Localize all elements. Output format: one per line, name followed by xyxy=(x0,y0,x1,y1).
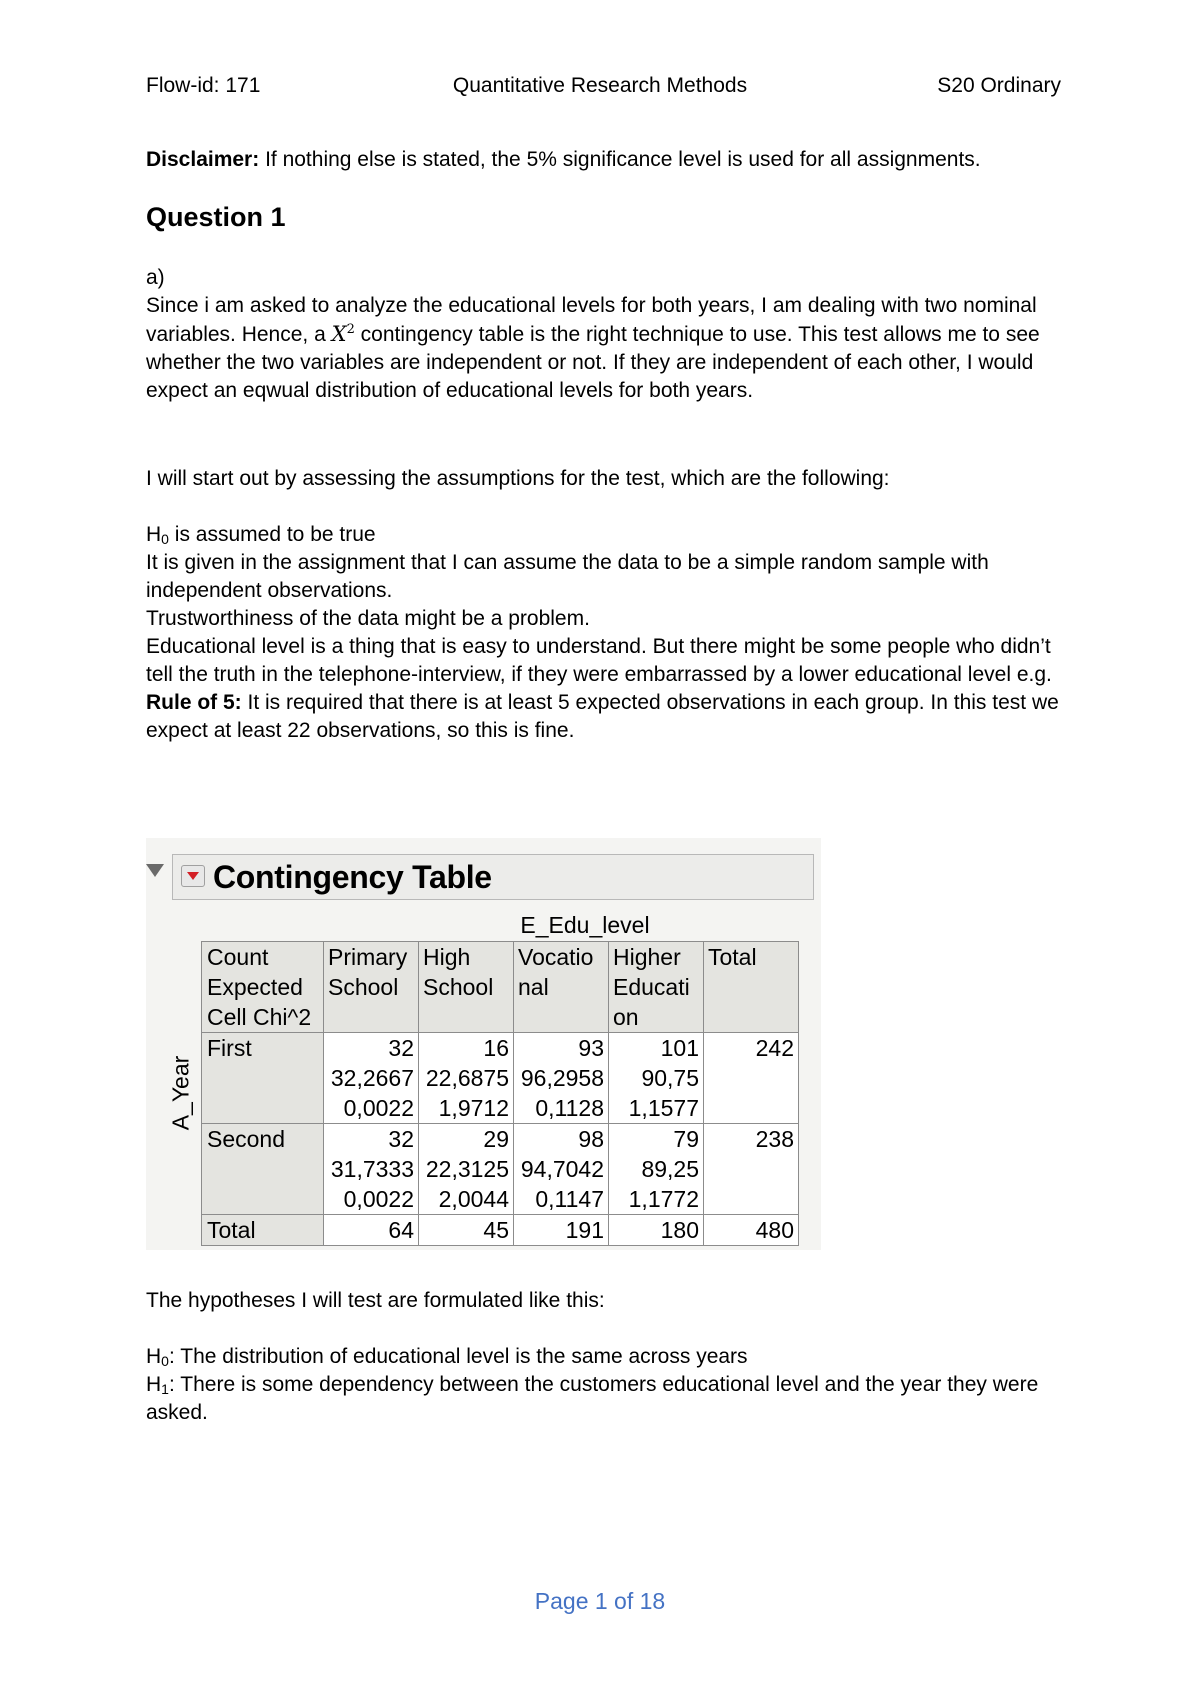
hypothesis-h1: $H_1$: There is some dependency between the customers educational level and the year they were asked. xyxy=(146,1373,1039,1424)
col-total: 180 xyxy=(609,1215,704,1246)
table-cell: 101 90,75 1,1577 xyxy=(609,1033,704,1124)
row-label-second: Second xyxy=(202,1124,324,1215)
col-header-higher-education: Higher Educati on xyxy=(609,942,704,1033)
chi-square-symbol: $X^2$ xyxy=(331,322,355,346)
table-header-row xyxy=(202,942,799,1033)
rule-of-5-label: Rule of 5: xyxy=(146,691,242,714)
hypotheses-intro: The hypotheses I will test are formulated like this: xyxy=(146,1289,605,1312)
question-part-label: a) xyxy=(146,266,165,289)
paragraph-assumptions-intro: I will start out by assessing the assumptions for the test, which are the following: xyxy=(146,467,890,490)
disclaimer-text: If nothing else is stated, the 5% significance level is used for all assignments. xyxy=(259,148,981,171)
assumption-educational-level: Educational level is a thing that is easy to understand. But there might be some people who didn’t tell the truth in the telephone-interview, if they were embarrassed by a lower educational level e.g. xyxy=(146,635,1052,686)
assumption-random-sample: It is given in the assignment that I can assume the data to be a simple random sample with independent observations. xyxy=(146,551,989,602)
column-variable-label: E_Edu_level xyxy=(520,912,650,938)
col-total: 45 xyxy=(419,1215,514,1246)
contingency-table-header xyxy=(172,854,814,900)
assumption-rule-of-5: Rule of 5: It is required that there is at least 5 expected observations in each group. In this test we expect at least 22 observations, so this is fine. xyxy=(146,691,1059,742)
disclosure-triangle-icon[interactable] xyxy=(146,864,164,877)
grand-total: 480 xyxy=(704,1215,799,1246)
col-header-total: Total xyxy=(704,942,799,1033)
table-cell: 79 89,25 1,1772 xyxy=(609,1124,704,1215)
main-content xyxy=(146,146,1066,745)
table-row xyxy=(202,1124,799,1215)
row-label-total: Total xyxy=(202,1215,324,1246)
table-cell: 16 22,6875 1,9712 xyxy=(419,1033,514,1124)
table-cell: 32 32,2667 0,0022 xyxy=(324,1033,419,1124)
col-header-primary-school: Primary School xyxy=(324,942,419,1033)
red-triangle-menu-icon[interactable] xyxy=(181,865,205,887)
col-total: 191 xyxy=(514,1215,609,1246)
assumption-trustworthiness: Trustworthiness of the data might be a problem. xyxy=(146,607,590,630)
contingency-table xyxy=(201,941,799,1246)
table-cell: 32 31,7333 0,0022 xyxy=(324,1124,419,1215)
disclaimer-label: Disclaimer: xyxy=(146,148,260,171)
header-flow-id: Flow-id: 171 xyxy=(146,74,261,97)
table-total-row xyxy=(202,1215,799,1246)
row-label-first: First xyxy=(202,1033,324,1124)
row-total-second: 238 xyxy=(704,1124,799,1215)
disclaimer xyxy=(146,146,1066,174)
table-legend: Count Expected Cell Chi^2 xyxy=(202,942,324,1033)
table-cell: 93 96,2958 0,1128 xyxy=(514,1033,609,1124)
paragraph-technique: Since i am asked to analyze the educational levels for both years, I am dealing with two nominal variables. Hence, a $X^2$ contingency table is the right technique to use. This test allows me to see whether the two variables are independent or not. If they are independent of each other, I would expect an eqwual distribution of educational levels for both years. xyxy=(146,294,1040,402)
table-row xyxy=(202,1033,799,1124)
row-variable-label: A_Year xyxy=(167,1055,194,1131)
header-exam-term: S20 Ordinary xyxy=(937,74,1061,97)
col-total: 64 xyxy=(324,1215,419,1246)
col-header-vocational: Vocatio nal xyxy=(514,942,609,1033)
page-number: Page 1 of 18 xyxy=(534,1588,666,1614)
assumption-h0: $H_0$ is assumed to be true xyxy=(146,523,376,547)
table-cell: 98 94,7042 0,1147 xyxy=(514,1124,609,1215)
row-total-first: 242 xyxy=(704,1033,799,1124)
hypotheses-section xyxy=(146,1287,1066,1427)
col-header-high-school: High School xyxy=(419,942,514,1033)
contingency-table-title: Contingency Table xyxy=(213,859,492,895)
header-course-title: Quantitative Research Methods xyxy=(452,74,748,97)
contingency-table-figure xyxy=(146,838,821,1250)
table-cell: 29 22,3125 2,0044 xyxy=(419,1124,514,1215)
question-title: Question 1 xyxy=(146,202,286,232)
hypothesis-h0: $H_0$: The distribution of educational level is the same across years xyxy=(146,1345,748,1369)
